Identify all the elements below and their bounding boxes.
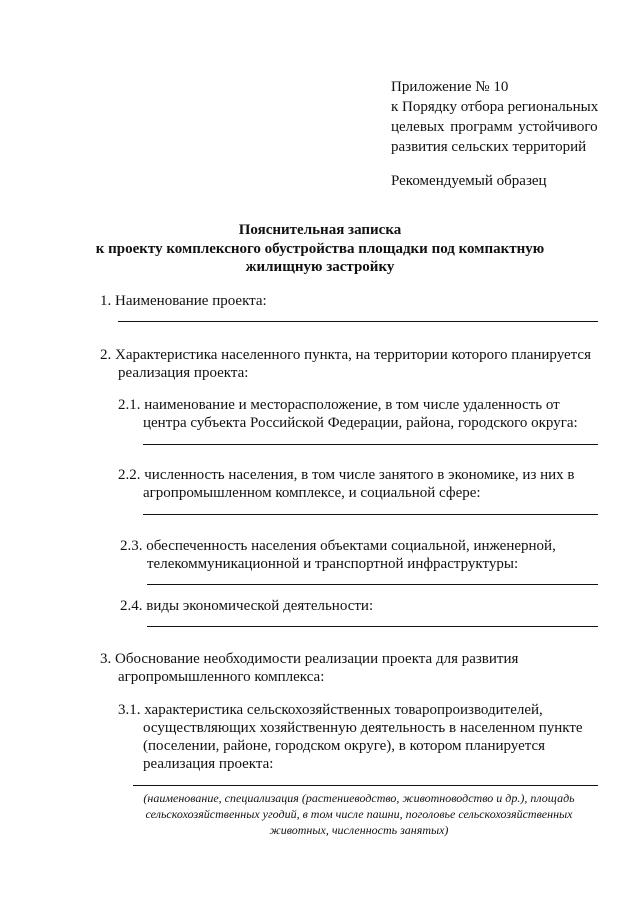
appendix-line: к Порядку отбора региональных bbox=[391, 99, 599, 115]
fill-in-line bbox=[143, 514, 598, 515]
field-hint: животных, численность занятых) bbox=[269, 823, 449, 837]
recommended-sample: Рекомендуемый образец bbox=[391, 173, 547, 189]
section-2-heading-cont: реализация проекта: bbox=[118, 365, 249, 381]
subsection-2-2-cont: агропромышленном комплексе, и социальной сфере: bbox=[143, 485, 481, 501]
fill-in-line bbox=[133, 785, 598, 786]
document-title: Пояснительная записка bbox=[238, 222, 402, 238]
subsection-3-1-cont: осуществляющих хозяйственную деятельность в населенном пункте bbox=[143, 720, 583, 736]
fill-in-line bbox=[147, 584, 598, 585]
fill-in-line bbox=[118, 321, 598, 322]
document-subtitle: к проекту комплексного обустройства площадки под компактную bbox=[95, 241, 545, 257]
field-hint: (наименование, специализация (растениеводство, животноводство и др.), площадь bbox=[143, 791, 575, 805]
subsection-2-4: 2.4. виды экономической деятельности: bbox=[120, 598, 374, 614]
subsection-3-1: 3.1. характеристика сельскохозяйственных товаропроизводителей, bbox=[118, 702, 543, 718]
document-subtitle: жилищную застройку bbox=[245, 259, 395, 275]
subsection-2-3: 2.3. обеспеченность населения объектами социальной, инженерной, bbox=[120, 538, 556, 554]
appendix-number: Приложение № 10 bbox=[391, 79, 509, 95]
appendix-line: целевых программ устойчивого bbox=[391, 119, 598, 135]
section-1-heading: 1. Наименование проекта: bbox=[100, 293, 267, 309]
field-hint: сельскохозяйственных угодий, в том числе пашни, поголовье сельскохозяйственных bbox=[145, 807, 573, 821]
subsection-2-1-cont: центра субъекта Российской Федерации, района, городского округа: bbox=[143, 415, 578, 431]
subsection-2-3-cont: телекоммуникационной и транспортной инфраструктуры: bbox=[147, 556, 519, 572]
section-2-heading: 2. Характеристика населенного пункта, на территории которого планируется bbox=[100, 347, 591, 363]
fill-in-line bbox=[143, 444, 598, 445]
fill-in-line bbox=[147, 626, 598, 627]
subsection-3-1-cont: (поселении, районе, городском округе), в котором планируется bbox=[143, 738, 546, 754]
subsection-2-1: 2.1. наименование и месторасположение, в том числе удаленность от bbox=[118, 397, 560, 413]
appendix-line: развития сельских территорий bbox=[391, 139, 587, 155]
subsection-2-2: 2.2. численность населения, в том числе занятого в экономике, из них в bbox=[118, 467, 575, 483]
section-3-heading: 3. Обоснование необходимости реализации проекта для развития bbox=[100, 651, 519, 667]
section-3-heading-cont: агропромышленного комплекса: bbox=[118, 669, 325, 685]
subsection-3-1-cont: реализация проекта: bbox=[143, 756, 274, 772]
